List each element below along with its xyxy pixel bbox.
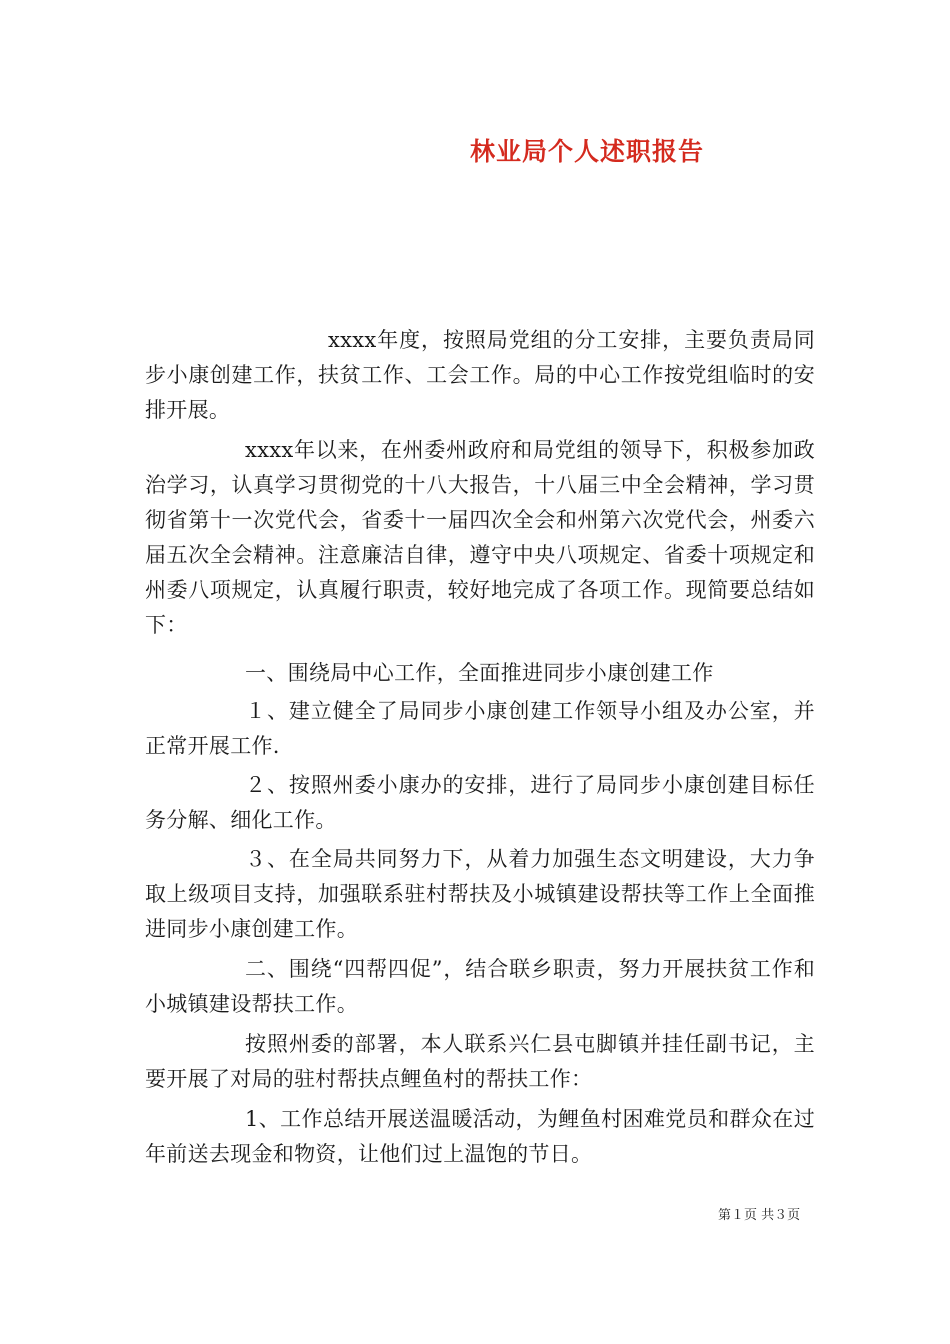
list-item-4: 1、工作总结开展送温暖活动，为鲤鱼村困难党员和群众在过年前送去现金和物资，让他们过上温饱的节日。 xyxy=(145,1107,815,1166)
list-item-2: ２、按照州委小康办的安排，进行了局同步小康创建目标任务分解、细化工作。 xyxy=(145,773,815,832)
document-title: 林业局个人述职报告 xyxy=(470,137,705,166)
page-footer: 第１页 共３页 xyxy=(718,1208,801,1223)
paragraph-assignment: 按照州委的部署，本人联系兴仁县屯脚镇并挂任副书记，主要开展了对局的驻村帮扶点鲤鱼村的帮扶工作： xyxy=(145,1032,815,1091)
list-item-1: １、建立健全了局同步小康创建工作领导小组及办公室，并正常开展工作. xyxy=(145,699,815,758)
list-item-3: ３、在全局共同努力下，从着力加强生态文明建设，大力争取上级项目支持，加强联系驻村帮扶及小城镇建设帮扶等工作上全面推进同步小康创建工作。 xyxy=(145,847,815,941)
section-heading-2: 二、围绕“四帮四促”，结合联乡职责，努力开展扶贫工作和小城镇建设帮扶工作。 xyxy=(145,957,815,1016)
paragraph-intro: xxxx年度，按照局党组的分工安排，主要负责局同步小康创建工作，扶贫工作、工会工作。局的中心工作按党组临时的安排开展。 xyxy=(145,328,815,422)
section-heading-1: 一、围绕局中心工作，全面推进同步小康创建工作 xyxy=(245,661,714,685)
paragraph-summary: xxxx年以来，在州委州政府和局党组的领导下，积极参加政治学习，认真学习贯彻党的十八大报告，十八届三中全会精神，学习贯彻省第十一次党代会，省委十一届四次全会和州第六次党代会，州委六届五次全会精神。注意廉洁自律，遵守中央八项规定、省委十项规定和州委八项规定，认真履行职责，较好地完成了各项工作。现简要总结如下： xyxy=(145,438,815,637)
